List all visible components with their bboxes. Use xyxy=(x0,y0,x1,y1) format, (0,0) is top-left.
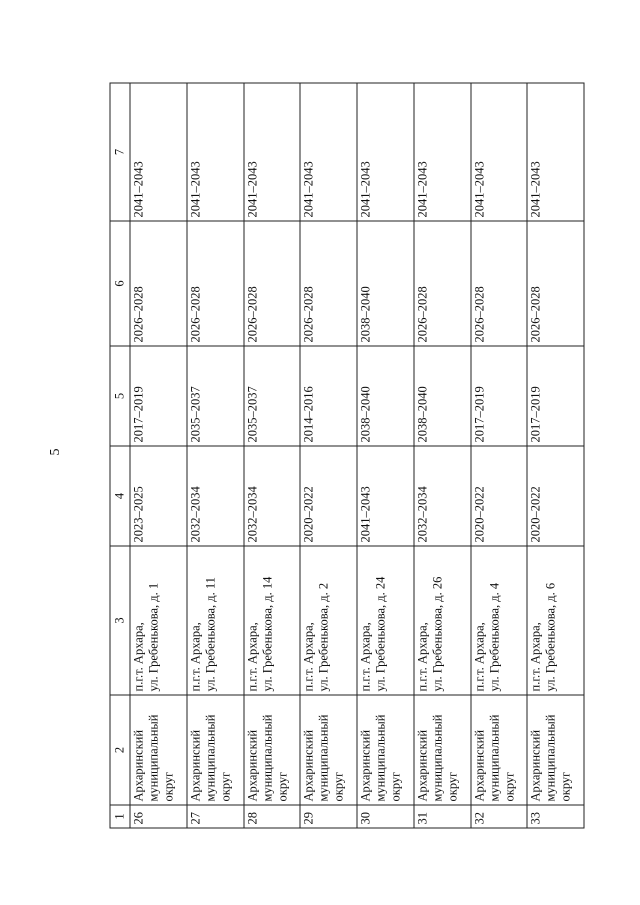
row-number-cell: 32 xyxy=(471,805,528,828)
period-cell-c5: 2038–2040 xyxy=(414,346,471,446)
address-cell xyxy=(187,546,244,695)
table-row xyxy=(414,83,471,828)
address-cell xyxy=(357,546,414,695)
district-line: Архаринский xyxy=(415,729,430,802)
address-line: п.г.т. Архара, xyxy=(188,622,203,692)
district-line: Архаринский xyxy=(472,729,486,802)
period-cell-c6: 2038–2040 xyxy=(357,221,414,346)
period-cell-c7: 2041–2043 xyxy=(527,83,584,221)
district-line: округ xyxy=(331,771,346,802)
table-row xyxy=(527,83,584,828)
period-cell-c4: 2041–2043 xyxy=(357,446,414,546)
period-cell-c4: 2020–2022 xyxy=(471,446,528,546)
row-number-cell: 28 xyxy=(244,805,301,828)
period-cell-c7: 2041–2043 xyxy=(414,83,471,221)
header-cell-2: 2 xyxy=(110,695,130,805)
address-line: ул. Гребенькова, д. 14 xyxy=(260,576,274,692)
period-cell-c5: 2017–2019 xyxy=(527,346,584,446)
district-cell xyxy=(130,695,187,805)
rotated-table-container xyxy=(110,84,584,829)
period-cell-c6: 2026–2028 xyxy=(187,221,244,346)
district-line: муниципальный xyxy=(487,714,501,802)
period-cell-c6: 2026–2028 xyxy=(300,221,357,346)
table-row xyxy=(187,83,244,828)
header-cell-4: 4 xyxy=(110,446,130,546)
district-cell xyxy=(357,695,414,805)
address-line: ул. Гребенькова, д. 6 xyxy=(543,582,558,692)
district-cell xyxy=(244,695,301,805)
district-cell xyxy=(471,695,528,805)
address-line: п.г.т. Архара, xyxy=(301,622,316,692)
district-line: муниципальный xyxy=(373,714,388,802)
table-row xyxy=(471,83,528,828)
period-cell-c7: 2041–2043 xyxy=(130,83,187,221)
address-line: ул. Гребенькова, д. 11 xyxy=(203,577,218,692)
district-line: округ xyxy=(218,771,233,802)
period-cell-c5: 2035–2037 xyxy=(244,346,301,446)
table-header-row xyxy=(110,83,130,828)
data-table xyxy=(110,83,585,829)
district-line: округ xyxy=(388,771,403,802)
period-cell-c4: 2020–2022 xyxy=(527,446,584,546)
period-cell-c4: 2032–2034 xyxy=(414,446,471,546)
period-cell-c5: 2017–2019 xyxy=(130,346,187,446)
address-line: ул. Гребенькова, д. 4 xyxy=(487,582,501,692)
page-number: 5 xyxy=(48,448,63,456)
address-line: п.г.т. Архара, xyxy=(245,622,259,692)
address-line: п.г.т. Архара, xyxy=(131,622,146,692)
period-cell-c4: 2032–2034 xyxy=(187,446,244,546)
period-cell-c5: 2038–2040 xyxy=(357,346,414,446)
period-cell-c5: 2035–2037 xyxy=(187,346,244,446)
period-cell-c6: 2026–2028 xyxy=(244,221,301,346)
district-line: муниципальный xyxy=(430,714,445,802)
header-cell-1: 1 xyxy=(110,805,130,828)
header-cell-6: 6 xyxy=(110,221,130,346)
address-cell xyxy=(527,546,584,695)
table-row xyxy=(130,83,187,828)
address-cell xyxy=(300,546,357,695)
period-cell-c7: 2041–2043 xyxy=(244,83,301,221)
district-line: муниципальный xyxy=(260,714,274,802)
district-line: Архаринский xyxy=(358,729,373,802)
address-line: ул. Гребенькова, д. 1 xyxy=(146,582,161,692)
address-cell xyxy=(414,546,471,695)
period-cell-c5: 2017–2019 xyxy=(471,346,528,446)
district-line: Архаринский xyxy=(528,729,543,802)
address-cell xyxy=(244,546,301,695)
period-cell-c4: 2023–2025 xyxy=(130,446,187,546)
header-cell-7: 7 xyxy=(110,83,130,221)
district-line: округ xyxy=(161,771,176,802)
row-number-cell: 27 xyxy=(187,805,244,828)
period-cell-c6: 2026–2028 xyxy=(414,221,471,346)
address-cell xyxy=(130,546,187,695)
address-line: ул. Гребенькова, д. 2 xyxy=(316,582,331,692)
address-line: ул. Гребенькова, д. 26 xyxy=(430,576,445,692)
period-cell-c4: 2032–2034 xyxy=(244,446,301,546)
period-cell-c7: 2041–2043 xyxy=(471,83,528,221)
address-line: п.г.т. Архара, xyxy=(415,622,430,692)
table-row xyxy=(357,83,414,828)
district-line: округ xyxy=(445,771,460,802)
row-number-cell: 33 xyxy=(527,805,584,828)
period-cell-c7: 2041–2043 xyxy=(357,83,414,221)
table-row xyxy=(244,83,301,828)
address-line: п.г.т. Архара, xyxy=(358,622,373,692)
period-cell-c6: 2026–2028 xyxy=(130,221,187,346)
row-number-cell: 31 xyxy=(414,805,471,828)
district-line: округ xyxy=(275,771,289,802)
district-cell xyxy=(527,695,584,805)
period-cell-c7: 2041–2043 xyxy=(300,83,357,221)
period-cell-c6: 2026–2028 xyxy=(527,221,584,346)
district-line: муниципальный xyxy=(543,714,558,802)
district-cell xyxy=(414,695,471,805)
district-line: Архаринский xyxy=(301,729,316,802)
district-cell xyxy=(300,695,357,805)
period-cell-c4: 2020–2022 xyxy=(300,446,357,546)
address-line: п.г.т. Архара, xyxy=(472,622,486,692)
district-line: округ xyxy=(558,771,573,802)
row-number-cell: 26 xyxy=(130,805,187,828)
table-row xyxy=(300,83,357,828)
district-line: муниципальный xyxy=(316,714,331,802)
period-cell-c7: 2041–2043 xyxy=(187,83,244,221)
row-number-cell: 29 xyxy=(300,805,357,828)
address-cell xyxy=(471,546,528,695)
district-line: муниципальный xyxy=(146,714,161,802)
district-line: Архаринский xyxy=(188,729,203,802)
header-cell-5: 5 xyxy=(110,346,130,446)
period-cell-c5: 2014–2016 xyxy=(300,346,357,446)
address-line: ул. Гребенькова, д. 24 xyxy=(373,576,388,692)
address-line: п.г.т. Архара, xyxy=(528,622,543,692)
district-line: Архаринский xyxy=(131,729,146,802)
header-cell-3: 3 xyxy=(110,546,130,695)
district-cell xyxy=(187,695,244,805)
row-number-cell: 30 xyxy=(357,805,414,828)
district-line: Архаринский xyxy=(245,729,259,802)
district-line: муниципальный xyxy=(203,714,218,802)
district-line: округ xyxy=(502,771,516,802)
period-cell-c6: 2026–2028 xyxy=(471,221,528,346)
